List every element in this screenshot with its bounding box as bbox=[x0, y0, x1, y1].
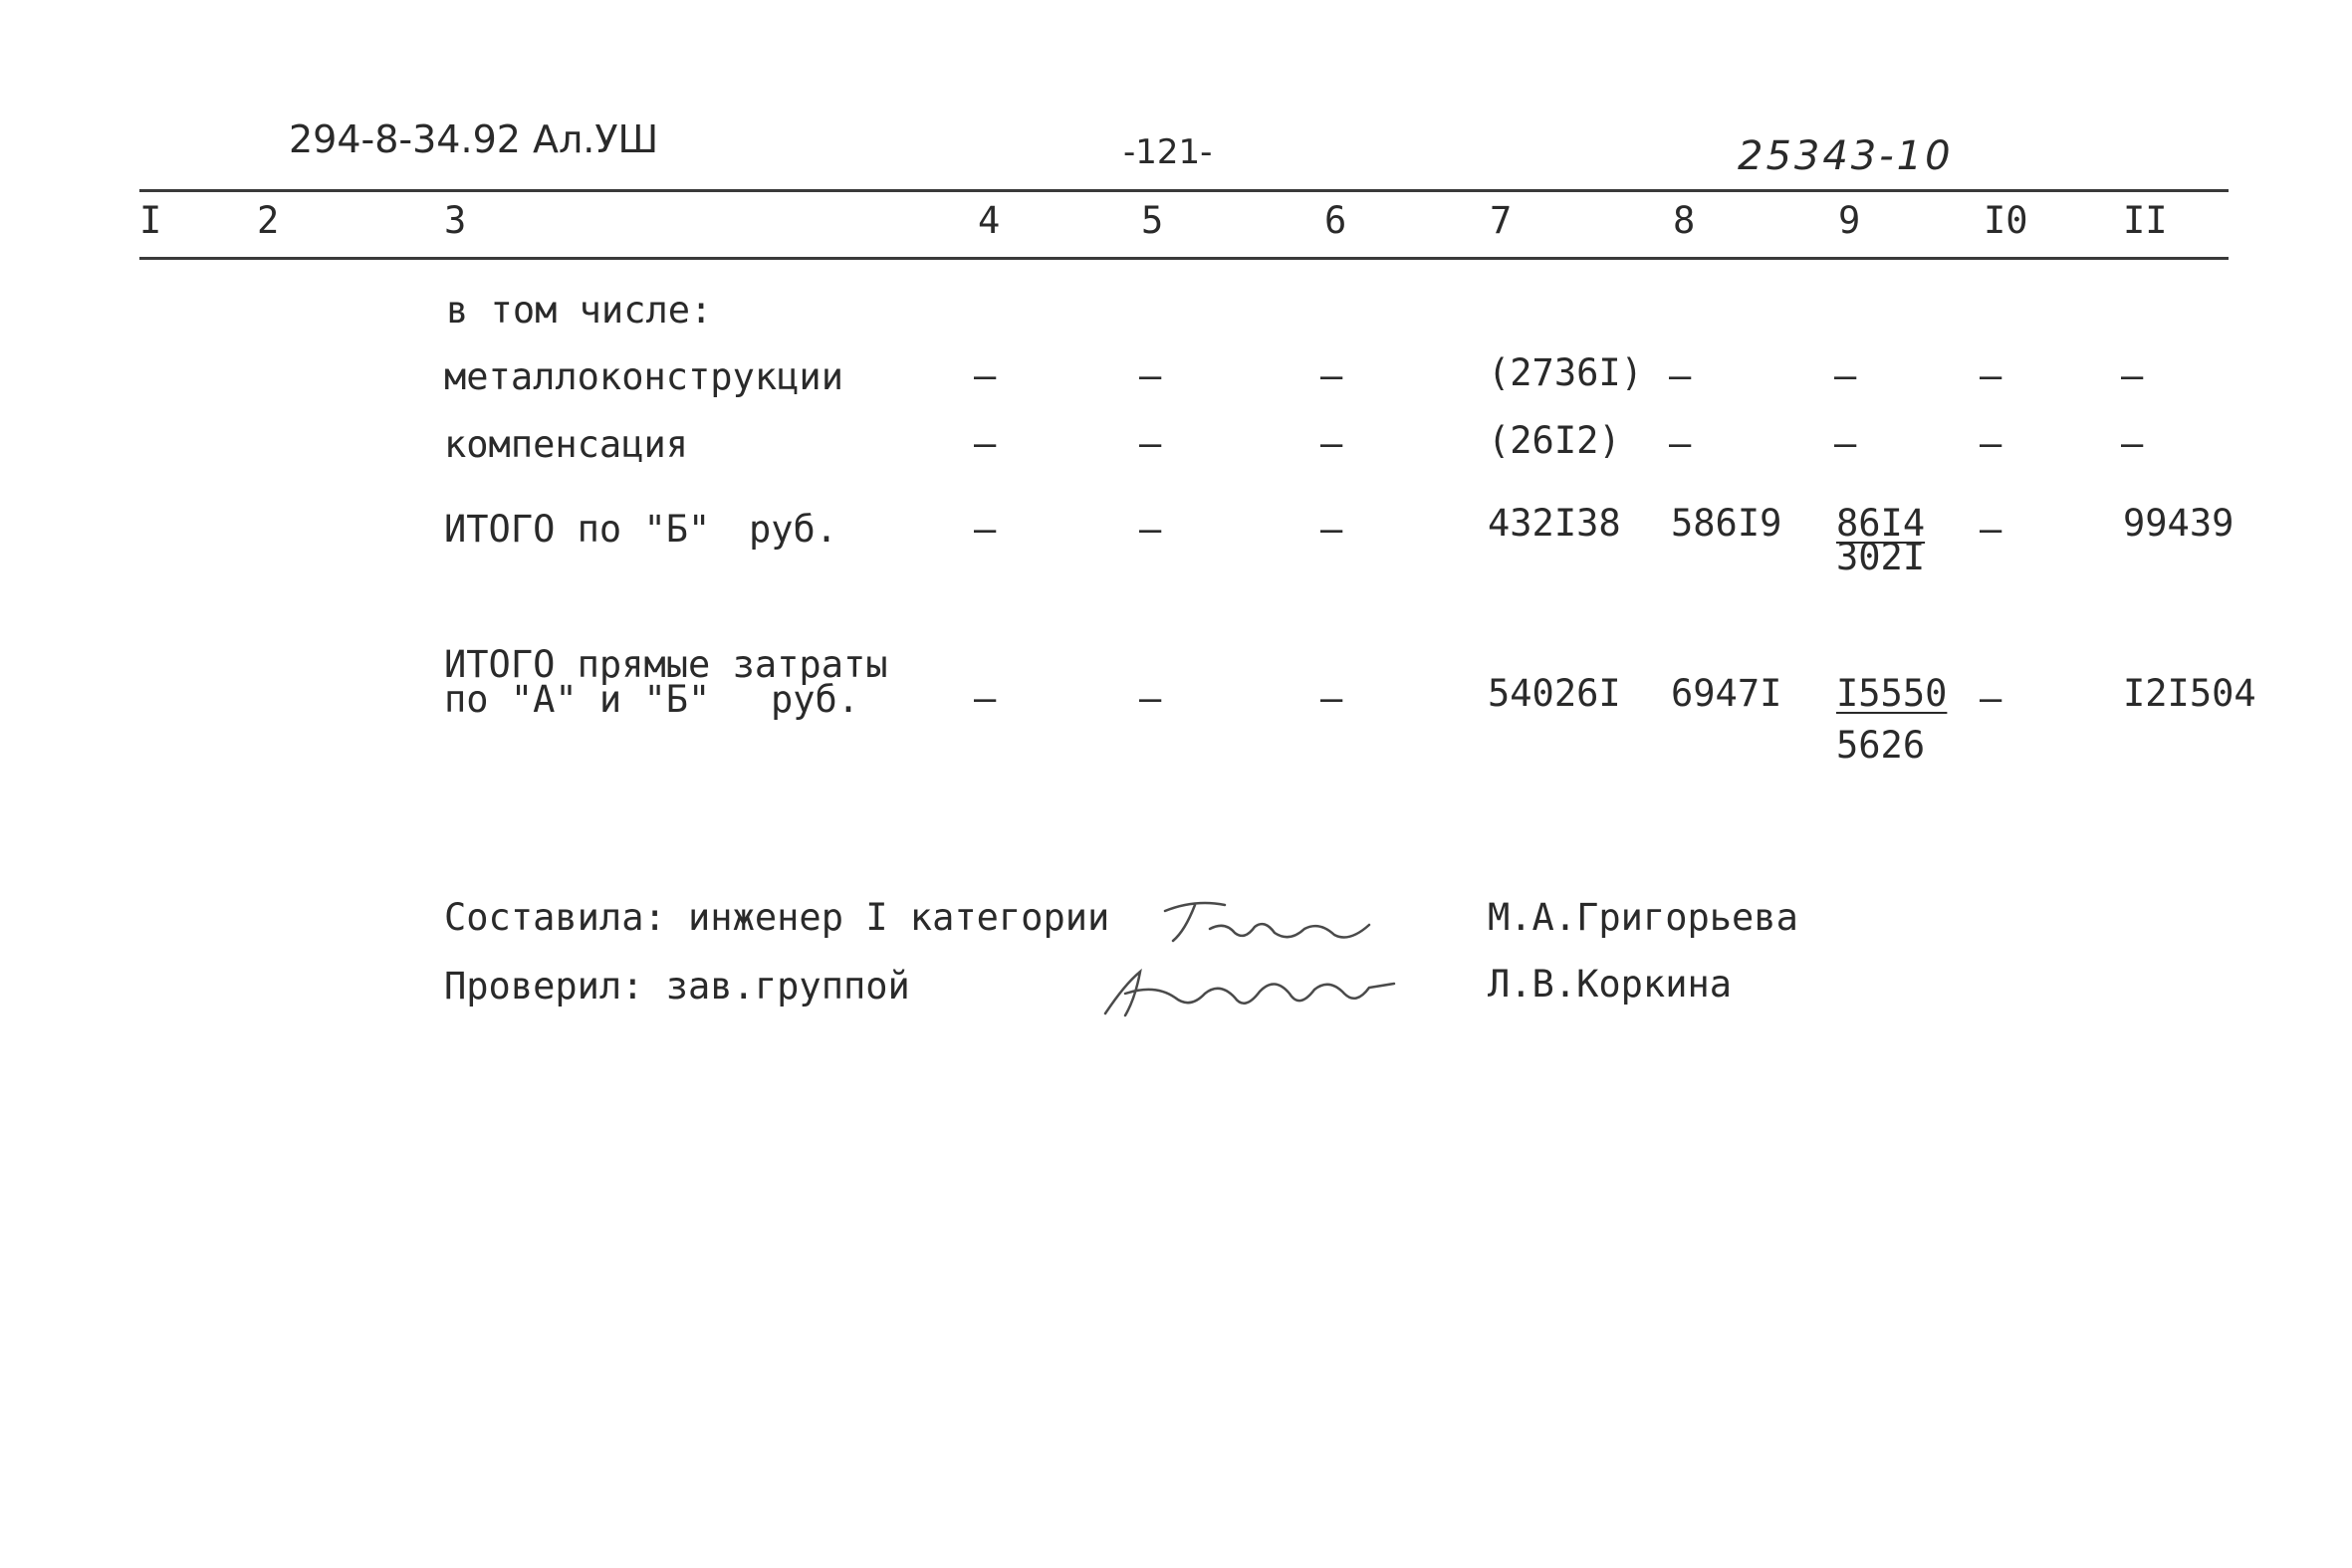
cell-c5: – bbox=[1139, 422, 1162, 465]
cell-c6: – bbox=[1320, 508, 1343, 551]
column-header: 6 bbox=[1324, 199, 1347, 242]
column-header: 7 bbox=[1490, 199, 1513, 242]
header-bottom-rule bbox=[139, 257, 2229, 260]
row-label-line1: ИТОГО прямые затраты bbox=[444, 643, 888, 686]
row-label: металлоконструкции bbox=[444, 355, 843, 398]
cell-c5: – bbox=[1139, 508, 1162, 551]
compiled-by-label: Составила: инженер I категории bbox=[444, 896, 1110, 939]
cell-c10: – bbox=[1980, 508, 2002, 551]
header-top-rule bbox=[139, 189, 2229, 192]
column-header: 5 bbox=[1141, 199, 1164, 242]
cell-c5: – bbox=[1139, 677, 1162, 720]
cell-c6: – bbox=[1320, 677, 1343, 720]
compiled-by-name: М.А.Григорьева bbox=[1488, 896, 1798, 939]
cell-c7: 54026I bbox=[1488, 672, 1621, 715]
checked-by-name: Л.В.Коркина bbox=[1488, 963, 1733, 1006]
signature-checked bbox=[1095, 954, 1404, 1033]
row-unit: руб. bbox=[749, 508, 838, 551]
cell-c7: (2736I) bbox=[1488, 351, 1643, 394]
cell-c9: – bbox=[1834, 422, 1857, 465]
page-number: -121- bbox=[1123, 132, 1213, 172]
column-header: 9 bbox=[1838, 199, 1861, 242]
column-header: 2 bbox=[257, 199, 280, 242]
cell-c9-top: I5550 bbox=[1836, 672, 1948, 715]
row-unit: руб. bbox=[771, 678, 860, 721]
cell-c9-bottom: 302I bbox=[1836, 536, 1926, 578]
column-header: 4 bbox=[978, 199, 1001, 242]
row-label-line2: по "А" и "Б" bbox=[444, 678, 711, 721]
cell-c5: – bbox=[1139, 354, 1162, 397]
cell-c11: I2I504 bbox=[2123, 672, 2256, 715]
column-header: 3 bbox=[444, 199, 467, 242]
cell-c4: – bbox=[974, 508, 997, 551]
cell-c6: – bbox=[1320, 354, 1343, 397]
cell-c4: – bbox=[974, 677, 997, 720]
cell-c9-top: 86I4 bbox=[1836, 502, 1926, 545]
archive-number: 25343-10 bbox=[1738, 133, 1954, 179]
cell-c10: – bbox=[1980, 354, 2002, 397]
signature-compiled bbox=[1155, 891, 1384, 961]
cell-c7: 432I38 bbox=[1488, 502, 1621, 545]
cell-c8: – bbox=[1669, 422, 1692, 465]
row-label: компенсация bbox=[444, 423, 689, 466]
cell-c9: – bbox=[1834, 354, 1857, 397]
subheading: в том числе: bbox=[446, 289, 713, 332]
cell-c9-bottom: 5626 bbox=[1836, 724, 1926, 767]
cell-c4: – bbox=[974, 422, 997, 465]
cell-c6: – bbox=[1320, 422, 1343, 465]
cell-c8: 586I9 bbox=[1671, 502, 1782, 545]
cell-c11: – bbox=[2121, 354, 2144, 397]
cell-c10: – bbox=[1980, 677, 2002, 720]
doc-code: 294-8-34.92 Ал.УШ bbox=[289, 117, 659, 161]
column-header: I0 bbox=[1984, 199, 2028, 242]
column-header: I bbox=[139, 199, 162, 242]
cell-c7: (26I2) bbox=[1488, 419, 1621, 462]
cell-c4: – bbox=[974, 354, 997, 397]
cell-c10: – bbox=[1980, 422, 2002, 465]
column-header: 8 bbox=[1673, 199, 1696, 242]
cell-c8: – bbox=[1669, 354, 1692, 397]
cell-c11: – bbox=[2121, 422, 2144, 465]
row-label: ИТОГО по "Б" bbox=[444, 508, 711, 551]
cell-c8: 6947I bbox=[1671, 672, 1782, 715]
cell-c11: 99439 bbox=[2123, 502, 2234, 545]
column-header: II bbox=[2123, 199, 2168, 242]
checked-by-label: Проверил: зав.группой bbox=[444, 965, 910, 1008]
